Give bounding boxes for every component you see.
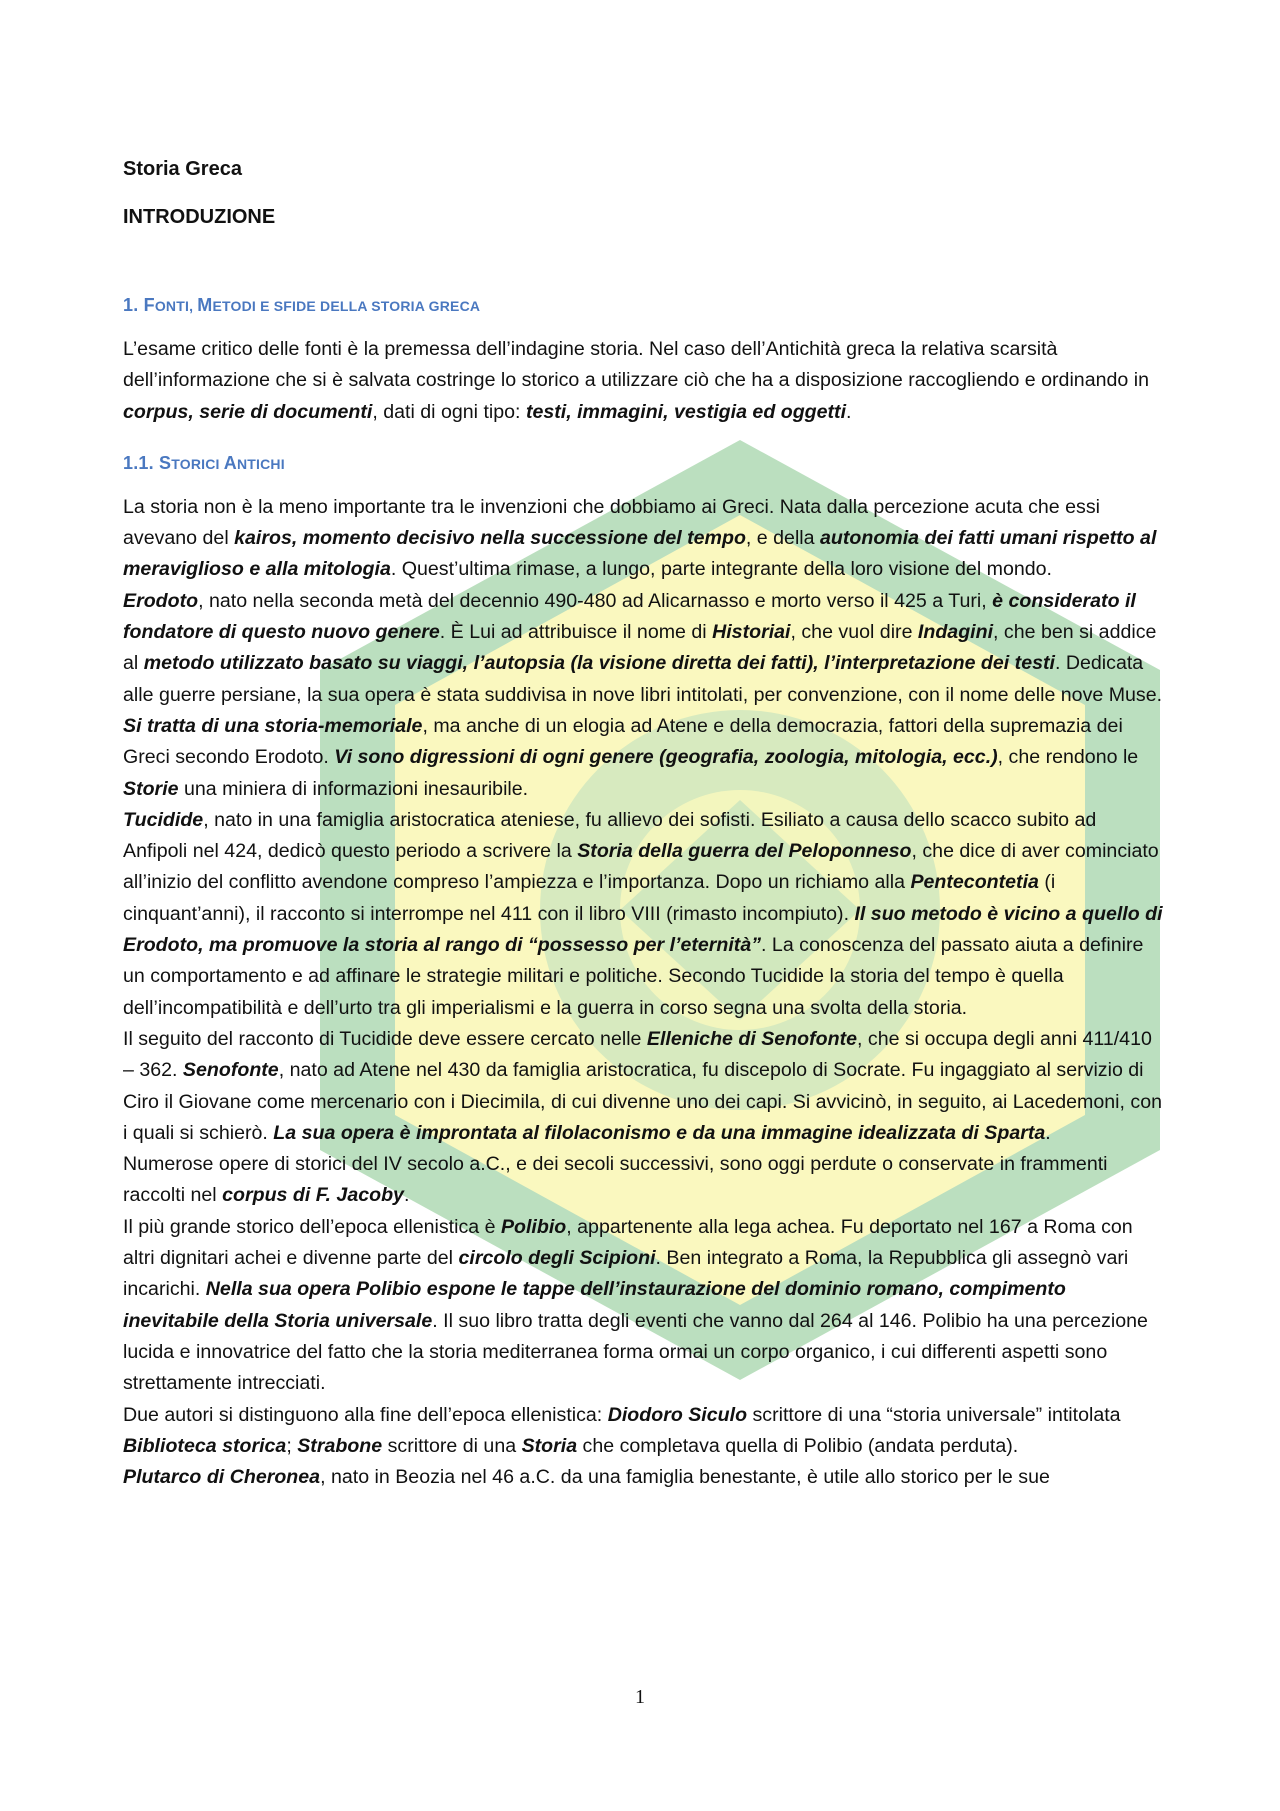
emphasis: Pentecontetia <box>910 871 1039 894</box>
emphasis: corpus, serie di documenti <box>123 400 373 423</box>
emphasis: Biblioteca storica <box>123 1434 287 1457</box>
heading-initial: M <box>197 295 213 315</box>
heading-smallcaps: ONTI, <box>154 298 198 314</box>
emphasis: Tucidide <box>123 808 204 831</box>
paragraph-tucidide <box>123 805 1163 1024</box>
text-run: , che si occupa degli anni 411/410 – 362. <box>123 1027 1152 1082</box>
heading-smallcaps: NTICHI <box>236 455 285 472</box>
text-run: . <box>1045 1121 1051 1144</box>
text-run: . La conoscenza del passato aiuta a definire un comportamento e ad affinare le strategie militari e politiche. Secondo Tucidide la storia del tempo è quella dell’incompatibilità e dell’urto tra gli imperialismi e la guerra in corso segna una svolta della storia. <box>123 934 1144 1019</box>
paragraph-plutarco <box>123 1462 1163 1493</box>
heading-storici-antichi <box>123 450 1163 478</box>
text-run: Il più grande storico dell’epoca ellenistica è <box>123 1215 501 1238</box>
text-run: . È Lui ad attribuisce il nome di <box>439 621 713 644</box>
emphasis: Storia <box>521 1434 578 1457</box>
emphasis: testi, immagini, vestigia ed oggetti <box>525 400 847 423</box>
emphasis: Storia della guerra del Peloponneso <box>577 840 912 863</box>
text-run: , nato in Beozia nel 46 a.C. da una famiglia benestante, è utile allo storico per le sue <box>320 1466 1050 1489</box>
heading-smallcaps: ETODI E SFIDE DELLA STORIA GRECA <box>212 298 481 314</box>
text-run: , che rendono le <box>997 746 1139 769</box>
emphasis: Storie <box>123 777 179 800</box>
text-run: . Il suo libro tratta degli eventi che vanno dal 264 al 146. Polibio ha una percezione lucida e innovatrice del fatto che la storia mediterranea forma ormai un corpo organico, i cui differenti aspetti sono strettamente intrecciati. <box>123 1309 1148 1395</box>
emphasis: Diodoro Siculo <box>607 1403 748 1426</box>
heading-number: 1. <box>123 295 144 315</box>
text-run: Il seguito del racconto di Tucidide deve essere cercato nelle <box>123 1027 647 1050</box>
paragraph-erodoto <box>123 586 1163 805</box>
text-run: Numerose opere di storici del IV secolo a.C., e dei secoli successivi, sono oggi perdute o conservate in frammenti raccolti nel <box>123 1153 1108 1207</box>
emphasis: Nella sua opera Polibio espone le tappe dell’instaurazione del dominio romano, compimento inevitabile della Storia universale <box>123 1278 1066 1332</box>
text-run: . <box>846 400 852 423</box>
text-run: una miniera di informazioni inesauribile. <box>178 777 529 800</box>
text-run: che completava quella di Polibio (andata perduta). <box>577 1434 1019 1457</box>
paragraph-diodoro-strabone <box>123 1400 1163 1463</box>
emphasis: Historiai <box>712 621 791 644</box>
text-run: , nato nella seconda metà del decennio 490-480 ad Alicarnasso e morto verso il 425 a Turi, <box>198 589 993 612</box>
heading-number: 1.1. <box>123 452 160 473</box>
emphasis: Senofonte <box>182 1059 279 1082</box>
text-run: , e della <box>745 527 820 550</box>
text-run: , dati di ogni tipo: <box>372 400 526 423</box>
text-run: Due autori si distinguono alla fine dell’epoca ellenistica: <box>123 1403 608 1426</box>
text-run: , che dice di aver cominciato all’inizio del conflitto avendone compreso l’ampiezza e l’importanza. Dopo un richiamo alla <box>123 840 1159 894</box>
text-run: ; <box>286 1434 298 1457</box>
text-run: . Ben integrato a Roma, la Repubblica gli assegnò vari incarichi. <box>123 1247 1129 1301</box>
emphasis: Elleniche di Senofonte <box>646 1027 858 1050</box>
paragraph-fonti <box>123 334 1163 428</box>
emphasis: Vi sono digressioni di ogni genere (geografia, zoologia, mitologia, ecc.) <box>334 746 998 769</box>
page-number: 1 <box>635 1686 645 1708</box>
heading-initial: A <box>223 452 237 473</box>
emphasis: Plutarco di Cheronea <box>123 1466 321 1489</box>
text-run: , appartenente alla lega achea. Fu deportato nel 167 a Roma con altri dignitari achei e divenne parte del <box>123 1215 1133 1270</box>
text-run: . <box>403 1184 410 1207</box>
text-run: (i cinquant’anni), il racconto si interrompe nel 411 con il libro VIII (rimasto incompiuto). <box>123 871 1056 925</box>
emphasis: kairos, momento decisivo nella successione del tempo <box>234 527 746 550</box>
text-run: scrittore di una <box>382 1434 522 1457</box>
text-run: , ma anche di un elogia ad Atene e della democrazia, fattori della supremazia dei Greci secondo Erodoto. <box>123 714 1123 769</box>
text-run: scrittore di una “storia universale” intitolata <box>747 1403 1121 1426</box>
emphasis: autonomia dei fatti umani rispetto al meraviglioso e alla mitologia <box>123 527 1157 581</box>
emphasis: Si tratta di una storia-memoriale <box>123 714 423 737</box>
heading-smallcaps: TORICI <box>171 455 224 472</box>
heading-initial: F <box>143 295 155 315</box>
document-body <box>123 150 1163 1493</box>
heading-initial: S <box>159 452 172 473</box>
emphasis: è considerato il fondatore di questo nuovo genere <box>123 589 1136 644</box>
section-label: INTRODUZIONE <box>123 206 276 228</box>
document-title: Storia Greca <box>123 158 242 180</box>
emphasis: La sua opera è improntata al filolaconismo e da una immagine idealizzata di Sparta <box>273 1121 1046 1144</box>
paragraph-storia-invenzione <box>123 492 1163 586</box>
text-run: , nato ad Atene nel 430 da famiglia aristocratica, fu discepolo di Socrate. Fu ingaggiato al servizio di Ciro il Giovane come mercenario con i Diecimila, di cui divenne uno dei capi. Si avvicinò, in seguito, ai Lacedemoni, con i quali si schierò. <box>123 1059 1162 1144</box>
emphasis: Erodoto <box>123 589 199 612</box>
text-run: , che ben si addice al <box>123 621 1157 675</box>
emphasis: Polibio <box>500 1215 567 1238</box>
emphasis: Il suo metodo è vicino a quello di Erodoto, ma promuove la storia al rango di “possesso per l’eternità” <box>123 902 1163 957</box>
emphasis: metodo utilizzato basato su viaggi, l’autopsia (la visione diretta dei fatti), l’interpretazione dei testi <box>143 652 1055 675</box>
text-run: , nato in una famiglia aristocratica ateniese, fu allievo dei sofisti. Esiliato a causa dello scacco subito ad Anfipoli nel 424, dedicò questo periodo a scrivere la <box>123 808 1097 863</box>
paragraph-senofonte <box>123 1024 1163 1149</box>
text-run: . Dedicata alle guerre persiane, la sua opera è stata suddivisa in nove libri intitolati, per convenzione, con il nome delle nove Muse. <box>123 652 1163 706</box>
emphasis: corpus di F. Jacoby <box>222 1184 404 1207</box>
emphasis: Strabone <box>297 1434 383 1457</box>
text-run: La storia non è la meno importante tra le invenzioni che dobbiamo ai Greci. Nata dalla percezione acuta che essi avevano del <box>123 495 1100 550</box>
emphasis: circolo degli Scipioni <box>458 1247 656 1270</box>
paragraph-jacoby <box>123 1149 1163 1212</box>
emphasis: Indagini <box>917 621 994 644</box>
heading-fonti-metodi <box>123 292 1163 320</box>
text-run: L’esame critico delle fonti è la premessa dell’indagine storia. Nel caso dell’Antichità greca la relativa scarsità dell’informazione che si è salvata costringe lo storico a utilizzare ciò che ha a disposizione raccogliendo e ordinando in <box>123 338 1149 392</box>
text-run: . Quest’ultima rimase, a lungo, parte integrante della loro visione del mondo. <box>390 558 1052 581</box>
text-run: , che vuol dire <box>790 621 918 644</box>
paragraph-polibio <box>123 1212 1163 1400</box>
